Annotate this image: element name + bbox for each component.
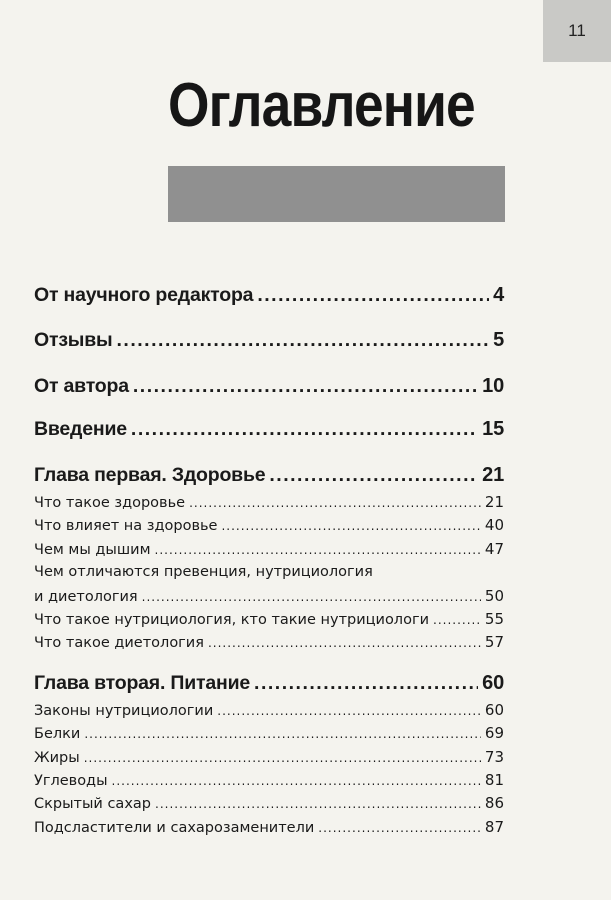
dot-leader [133,370,478,402]
toc-entry-label: Глава первая. Здоровье [34,464,266,486]
toc-subentry-label: Что такое диетология [34,635,204,652]
dot-leader [84,723,481,746]
toc-subentry-label: Законы нутрициологии [34,702,214,719]
toc-entry-page: 5 [493,329,504,351]
toc-subentry-page: 55 [484,609,504,628]
dot-leader [131,413,478,445]
toc-subentry-page: 81 [484,770,504,789]
toc-entry-editor[interactable] [34,279,504,311]
toc-entry-label: Введение [34,418,127,440]
toc-subentry-page: 60 [484,700,504,719]
page-title: Оглавление [168,71,475,140]
toc-subentry-page: 57 [484,633,504,652]
toc-subentry[interactable] [34,769,504,792]
toc-subentry[interactable] [34,538,504,561]
toc-entry-label: От автора [34,375,129,397]
toc-entry-page: 15 [482,418,504,440]
toc-subentry-page: 87 [484,817,504,836]
toc-entry-page: 21 [482,464,504,486]
toc-entry-label: Глава вторая. Питание [34,671,251,694]
dot-leader [84,747,481,770]
decorative-grey-bar [168,166,505,222]
toc-subentry-label: Что такое здоровье [34,495,186,511]
toc-subentry-label: Что влияет на здоровье [34,518,218,535]
toc-subentry[interactable] [34,631,504,654]
dot-leader [318,817,481,840]
dot-leader [189,492,481,515]
toc-subentry-page: 47 [484,539,504,558]
dot-leader [155,793,481,816]
dot-leader [254,667,478,699]
toc-subentry-page: 86 [484,794,504,813]
page-number-box [543,0,611,62]
dot-leader [217,700,481,723]
toc-entry-page: 10 [482,375,504,397]
toc-subentry-label: Скрытый сахар [34,796,151,813]
toc-subentry-label: Чем отличаются превенция, нутрициология [34,564,373,581]
dot-leader [117,324,490,356]
toc-subentry[interactable] [34,746,504,769]
dot-leader [155,539,481,562]
toc-entry-label: Отзывы [34,329,113,351]
dot-leader [269,459,478,491]
dot-leader [208,632,481,655]
toc-entry-reviews[interactable] [34,324,504,356]
toc-subentry-label: Углеводы [34,772,108,789]
toc-subentry-first-line[interactable] [34,561,504,584]
dot-leader [433,609,481,632]
toc-entry-label: От научного редактора [34,284,254,306]
toc-subentry-page: 73 [484,747,504,766]
toc-subentry[interactable] [34,608,504,631]
toc-subentry[interactable] [34,514,504,537]
toc-subentry-page: 40 [484,516,504,535]
toc-subentry-label: Подсластители и сахарозаменители [34,819,315,836]
toc-subentry-label: Белки [34,726,81,743]
toc-subentry[interactable] [34,816,504,839]
toc-subentry[interactable] [34,792,504,815]
toc-entry-intro[interactable] [34,413,504,445]
toc-subentry[interactable] [34,699,504,722]
toc-subentry-label: Чем мы дышим [34,541,151,558]
toc-subentry-label: Что такое нутрициология, кто такие нутрициологи [34,611,429,628]
toc-subentry-label: и диетология [34,588,138,605]
toc-entry-page: 4 [493,284,504,306]
toc-subentry-label: Жиры [34,749,80,766]
toc-subentry[interactable] [34,491,504,514]
toc-chapter-2[interactable] [34,667,504,699]
toc-entry-page: 60 [482,671,504,694]
toc-subentry-page: 21 [484,493,504,511]
toc-subentry-page: 69 [484,724,504,743]
toc-entry-author[interactable] [34,370,504,402]
dot-leader [142,586,481,609]
table-of-contents [34,279,504,839]
dot-leader [257,279,489,311]
toc-subentry[interactable] [34,585,504,608]
page-number: 11 [568,21,586,40]
toc-subentry[interactable] [34,722,504,745]
toc-chapter-1[interactable] [34,459,504,491]
dot-leader [112,770,481,793]
dot-leader [221,515,480,538]
toc-subentry-page: 50 [484,586,504,605]
